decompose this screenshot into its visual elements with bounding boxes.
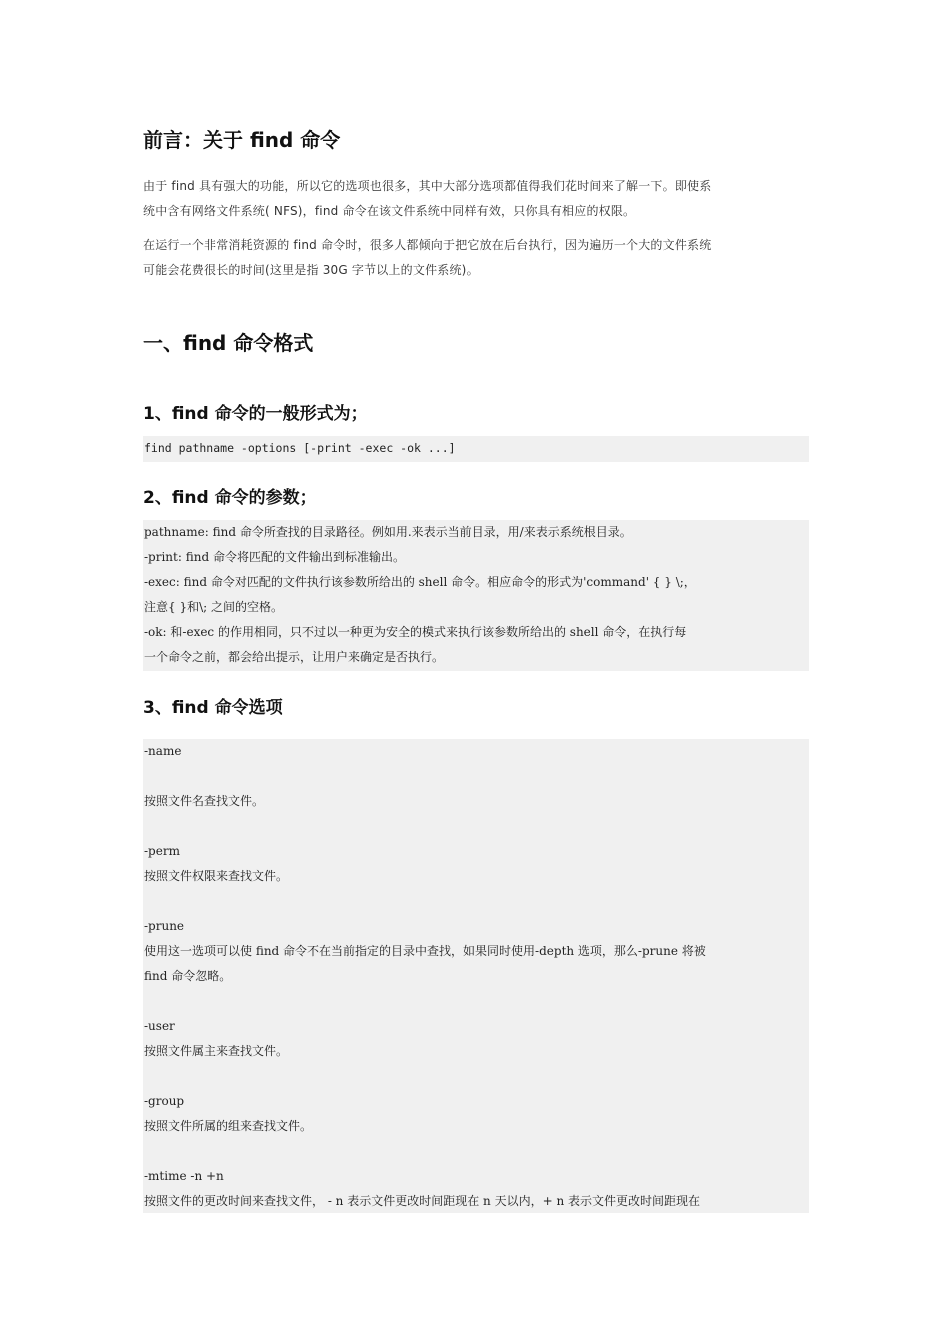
option-description: 使用这一选项可以使 find 命令不在当前指定的目录中查找，如果同时使用-depth 选项，那么-prune 将被 [144,944,706,958]
subsection-1-heading: 1、find 命令的一般形式为； [143,404,368,424]
blank-line [143,889,809,914]
parameter-line: 一个命令之前，都会给出提示，让用户来确定是否执行。 [144,650,445,664]
subsection-2-heading: 2、find 命令的参数； [143,488,317,508]
section-1-heading: 一、find 命令格式 [143,331,314,355]
general-form-code-line: find pathname -options [-print -exec -ok ...] [144,441,456,455]
preface-paragraph-2 [143,233,809,283]
option-name: -group [144,1094,185,1108]
option-description: 按照文件名查找文件。 [144,794,265,808]
preface-heading: 前言：关于 find 命令 [143,128,341,152]
option-description: 按照文件权限来查找文件。 [144,869,289,883]
parameter-line: 注意{ }和\; 之间的空格。 [144,600,283,614]
parameter-line: pathname: find 命令所查找的目录路径。例如用.来表示当前目录，用/来表示系统根目录。 [144,525,632,539]
option-name: -perm [144,844,180,858]
blank-line [143,989,809,1014]
blank-line [143,1139,809,1164]
option-name: -mtime -n +n [144,1169,224,1183]
preface-paragraph-2-line-1: 在运行一个非常消耗资源的 find 命令时，很多人都倾向于把它放在后台执行，因为遍历一个大的文件系统 [143,238,712,252]
option-name: -prune [144,919,185,933]
option-description: 按照文件所属的组来查找文件。 [144,1119,313,1133]
general-form-code-block [143,436,809,462]
blank-line [143,764,809,789]
preface-paragraph-1-line-1: 由于 find 具有强大的功能，所以它的选项也很多，其中大部分选项都值得我们花时间来了解一下。即使系 [143,179,712,193]
parameter-line: -print: find 命令将匹配的文件输出到标准输出。 [144,550,405,564]
parameter-line: -ok: 和-exec 的作用相同，只不过以一种更为安全的模式来执行该参数所给出的 shell 命令，在执行每 [144,625,687,639]
preface-paragraph-1 [143,174,809,224]
parameters-block [143,520,809,671]
option-description: find 命令忽略。 [144,969,232,983]
parameter-line: -exec: find 命令对匹配的文件执行该参数所给出的 shell 命令。相应命令的形式为'command' { } \;， [144,575,696,589]
blank-line [143,814,809,839]
option-description: 按照文件属主来查找文件。 [144,1044,289,1058]
option-name: -user [144,1019,175,1033]
option-description: 按照文件的更改时间来查找文件， - n 表示文件更改时间距现在 n 天以内，+ n 表示文件更改时间距现在 [144,1194,700,1208]
options-block [143,739,809,1213]
preface-paragraph-1-line-2: 统中含有网络文件系统( NFS)，find 命令在该文件系统中同样有效，只你具有相应的权限。 [143,204,636,218]
blank-line [143,1064,809,1089]
option-name: -name [144,744,182,758]
preface-paragraph-2-line-2: 可能会花费很长的时间(这里是指 30G 字节以上的文件系统)。 [143,263,479,277]
subsection-3-heading: 3、find 命令选项 [143,698,283,718]
